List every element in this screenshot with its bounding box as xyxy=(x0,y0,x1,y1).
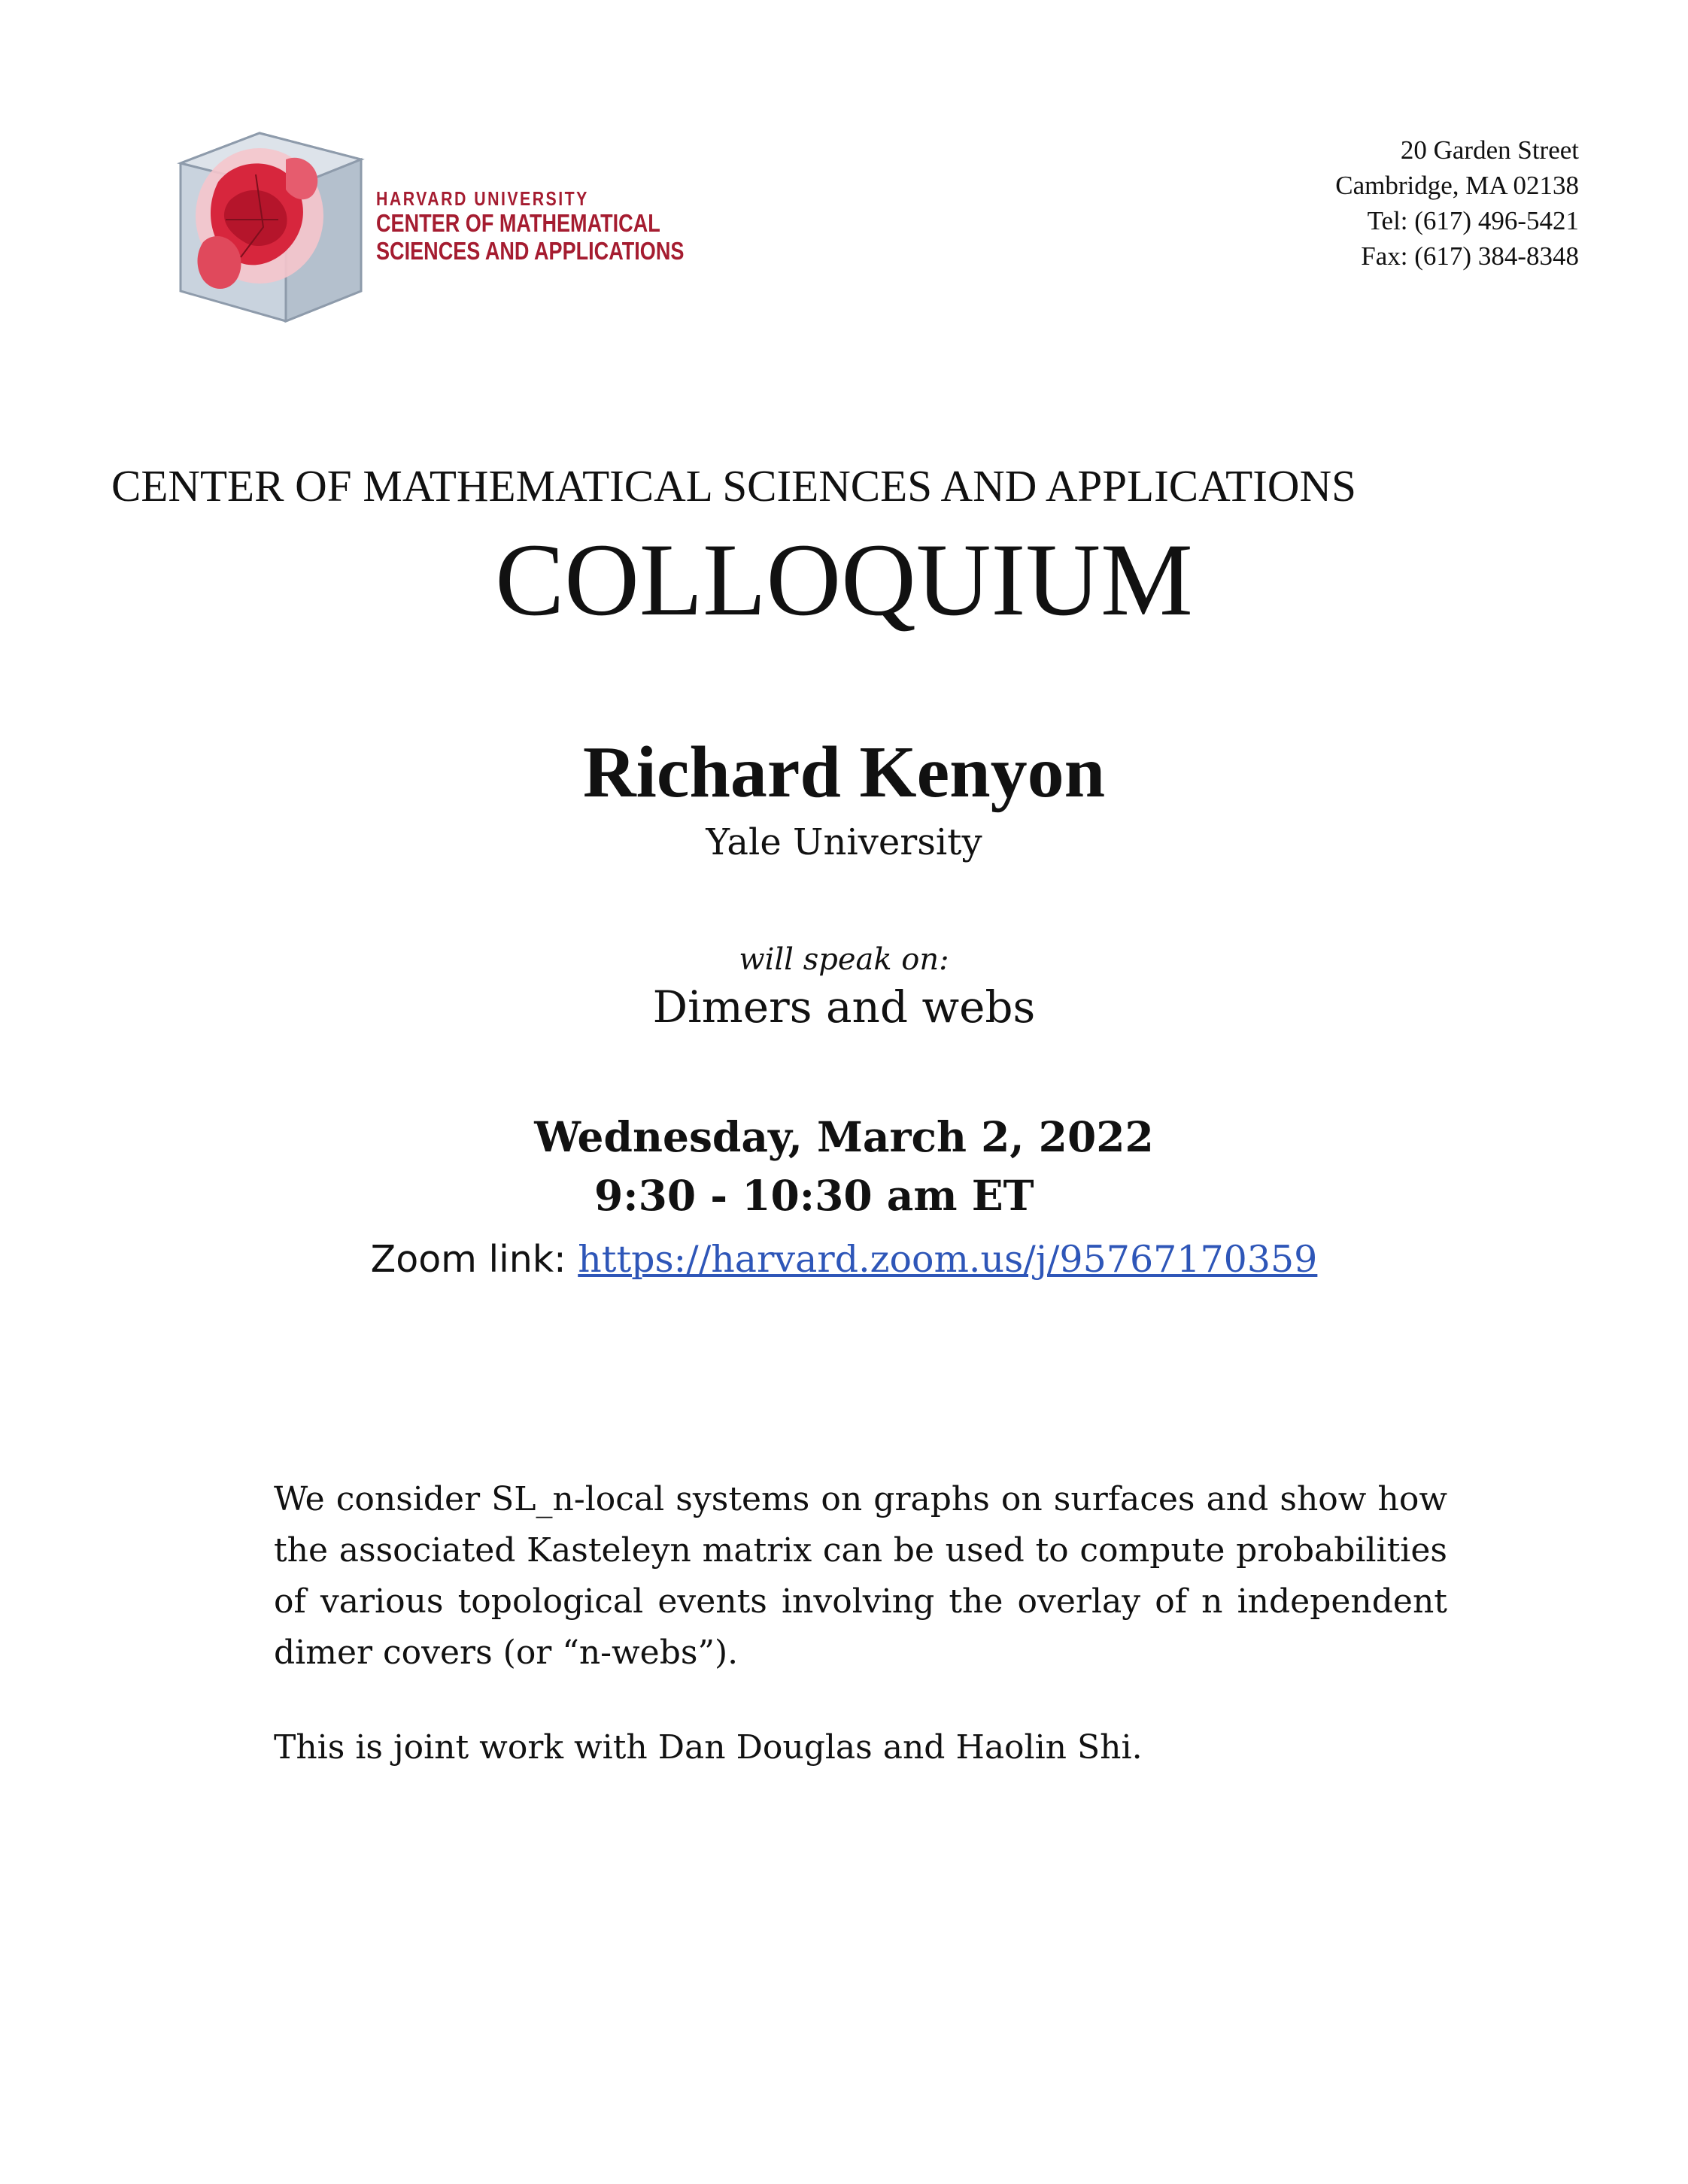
event-time: 9:30 - 10:30 am ET xyxy=(594,1171,1034,1220)
speaker-affiliation: Yale University xyxy=(706,821,982,863)
cube-sphere-logo-icon xyxy=(173,129,369,325)
logo-line-center: CENTER OF MATHEMATICAL xyxy=(376,209,660,238)
address-street: 20 Garden Street xyxy=(1400,135,1579,165)
address-fax: Fax: (617) 384-8348 xyxy=(1361,241,1579,271)
zoom-line xyxy=(0,1238,1688,1281)
speaker-name: Richard Kenyon xyxy=(582,732,1106,813)
logo-line-university: HARVARD UNIVERSITY xyxy=(376,187,589,210)
joint-work-credit: This is joint work with Dan Douglas and Haolin Shi. xyxy=(274,1728,1143,1767)
logo-line-sciences: SCIENCES AND APPLICATIONS xyxy=(376,237,685,265)
cmsa-logo xyxy=(173,129,685,325)
address-tel: Tel: (617) 496-5421 xyxy=(1367,206,1579,235)
logo-text xyxy=(376,188,684,265)
zoom-label: Zoom link: xyxy=(370,1238,578,1281)
address-city: Cambridge, MA 02138 xyxy=(1335,171,1579,200)
zoom-link[interactable]: https://harvard.zoom.us/j/95767170359 xyxy=(578,1238,1318,1281)
address-block xyxy=(1335,132,1579,274)
talk-intro: will speak on: xyxy=(739,942,949,977)
event-date: Wednesday, March 2, 2022 xyxy=(534,1112,1154,1161)
event-type-heading: COLLOQUIUM xyxy=(495,522,1193,637)
talk-title: Dimers and webs xyxy=(652,981,1036,1033)
center-heading: CENTER OF MATHEMATICAL SCIENCES AND APPLICATIONS xyxy=(111,461,1356,511)
abstract-paragraph: We consider SL_n-local systems on graphs on surfaces and show how the associated Kasteleyn matrix can be used to compute probabilities of various topological events involving the overlay of n independent dimer covers (or “n-webs”). xyxy=(274,1480,1447,1672)
